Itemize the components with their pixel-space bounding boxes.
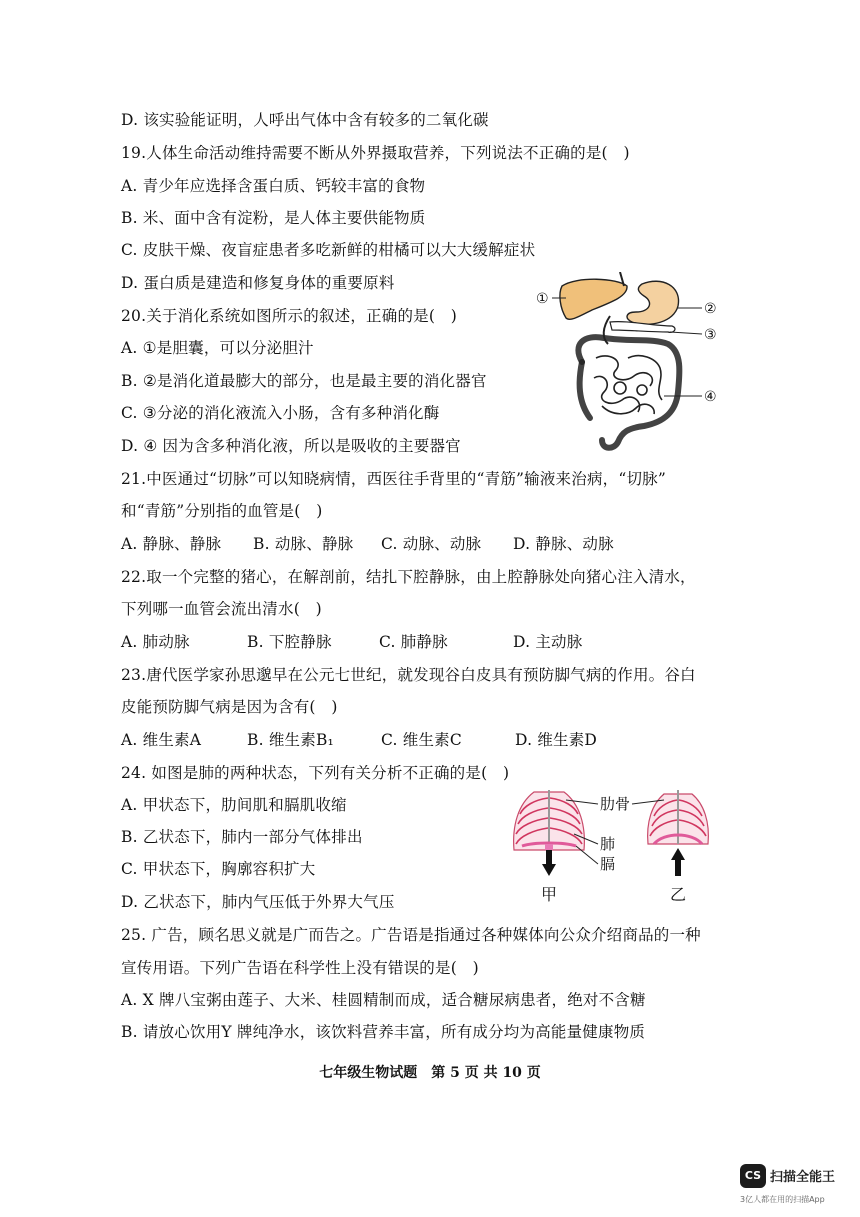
label-diaphragm: 膈	[600, 855, 616, 873]
label-state-a: 甲	[541, 885, 558, 904]
q24-option-d: D. 乙状态下，肺内气压低于外界大气压	[121, 893, 395, 911]
q22-option-b: B. 下腔静脉	[247, 633, 332, 651]
digestive-system-figure	[532, 272, 732, 454]
question-23-cont: 皮能预防脚气病是因为含有( )	[121, 698, 338, 716]
question-20: 20.关于消化系统如图所示的叙述，正确的是( )	[121, 307, 458, 325]
page-footer: 七年级生物试题 第 5 页 共 10 页	[319, 1065, 541, 1081]
q24-option-a: A. 甲状态下，肋间肌和膈肌收缩	[121, 796, 347, 814]
question-25: 25. 广告，顾名思义就是广而告之。广告语是指通过各种媒体向公众介绍商品的一种	[121, 926, 701, 944]
q19-option-c: C. 皮肤干燥、夜盲症患者多吃新鲜的柑橘可以大大缓解症状	[121, 241, 536, 259]
question-25-cont: 宣传用语。下列广告语在科学性上没有错误的是( )	[121, 959, 479, 977]
q21-options	[121, 533, 614, 555]
q24-option-c: C. 甲状态下，胸廓容积扩大	[121, 860, 316, 878]
question-21: 21.中医通过“切脉”可以知晓病情，西医往手背里的“青筋”输液来治病，“切脉”	[121, 470, 666, 488]
label-1: ①	[536, 291, 549, 307]
q19-option-b: B. 米、面中含有淀粉，是人体主要供能物质	[121, 209, 426, 227]
label-3: ③	[704, 327, 717, 343]
q22-option-c: C. 肺静脉	[379, 633, 448, 651]
q23-option-b: B. 维生素B₁	[247, 731, 334, 749]
q20-option-c: C. ③分泌的消化液流入小肠，含有多种消化酶	[121, 404, 440, 422]
lungs-figure	[504, 786, 726, 910]
question-21-cont: 和“青筋”分别指的血管是( )	[121, 502, 323, 520]
ribcage-a-shape	[514, 790, 585, 850]
ribcage-b-shape	[648, 790, 709, 844]
q21-option-d: D. 静脉、动脉	[513, 535, 614, 553]
q18-option-d: D. 该实验能证明，人呼出气体中含有较多的二氧化碳	[121, 111, 489, 129]
stomach-shape	[627, 281, 678, 324]
label-rib: 肋骨	[600, 795, 631, 813]
label-2: ②	[704, 301, 717, 317]
q22-option-d: D. 主动脉	[513, 633, 583, 651]
q24-option-b: B. 乙状态下，肺内一部分气体排出	[121, 828, 363, 846]
q20-option-b: B. ②是消化道最膨大的部分，也是最主要的消化器官	[121, 372, 487, 390]
q25-option-b: B. 请放心饮用Y 牌纯净水，该饮料营养丰富，所有成分均为高能量健康物质	[121, 1023, 646, 1041]
q21-option-b: B. 动脉、静脉	[253, 535, 354, 553]
q22-options	[121, 631, 582, 653]
question-22-cont: 下列哪一血管会流出清水( )	[121, 600, 322, 618]
q21-option-c: C. 动脉、动脉	[381, 535, 482, 553]
watermark-name: 扫描全能王	[770, 1170, 836, 1185]
q19-option-d: D. 蛋白质是建造和修复身体的重要原料	[121, 274, 395, 292]
q22-option-a: A. 肺动脉	[121, 633, 190, 651]
camscanner-logo-icon: CS	[740, 1164, 766, 1188]
q25-option-a: A. X 牌八宝粥由莲子、大米、桂圆精制而成，适合糖尿病患者，绝对不含糖	[121, 991, 646, 1009]
q20-option-d: D. ④ 因为含多种消化液，所以是吸收的主要器官	[121, 437, 461, 455]
label-state-b: 乙	[670, 885, 687, 904]
scanner-watermark	[740, 1160, 844, 1208]
question-24: 24. 如图是肺的两种状态，下列有关分析不正确的是( )	[121, 764, 510, 782]
small-intestine-shape	[594, 356, 662, 414]
q23-options	[121, 729, 597, 751]
question-23: 23.唐代医学家孙思邈早在公元七世纪，就发现谷白皮具有预防脚气病的作用。谷白	[121, 666, 696, 684]
q19-option-a: A. 青少年应选择含蛋白质、钙较丰富的食物	[121, 177, 426, 195]
label-4: ④	[704, 389, 717, 405]
q23-option-d: D. 维生素D	[515, 731, 598, 749]
q23-option-c: C. 维生素C	[381, 731, 462, 749]
q20-option-a: A. ①是胆囊，可以分泌胆汁	[121, 339, 314, 357]
label-lung: 肺	[600, 835, 616, 853]
large-intestine-shape	[578, 337, 679, 448]
watermark-subtitle: 3亿人都在用的扫描App	[740, 1195, 825, 1204]
question-22: 22.取一个完整的猪心，在解剖前，结扎下腔静脉，由上腔静脉处向猪心注入清水，	[121, 568, 696, 586]
q23-option-a: A. 维生素A	[121, 731, 202, 749]
question-19: 19.人体生命活动维持需要不断从外界摄取营养，下列说法不正确的是( )	[121, 144, 630, 162]
q21-option-a: A. 静脉、静脉	[121, 535, 222, 553]
liver-shape	[560, 279, 627, 319]
pancreas-shape	[610, 322, 675, 333]
